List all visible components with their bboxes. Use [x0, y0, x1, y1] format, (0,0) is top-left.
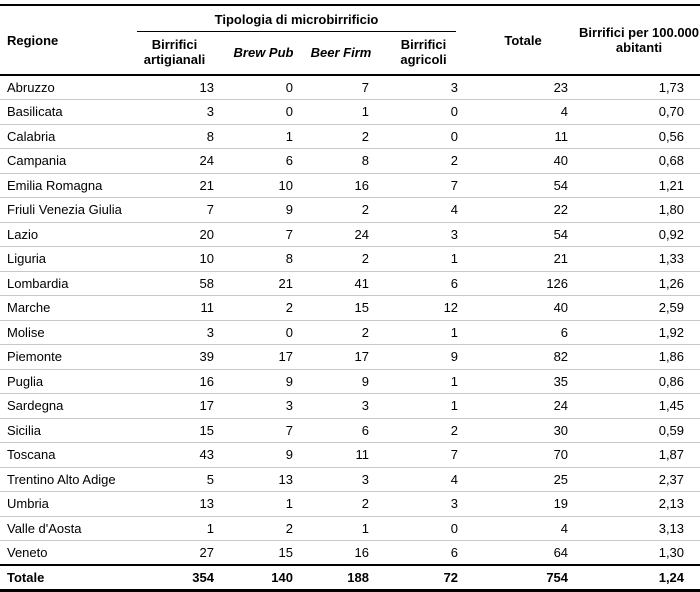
value-cell: 0 — [285, 80, 293, 95]
value-cell: 9 — [285, 373, 293, 389]
table-row — [0, 369, 700, 394]
table-row — [0, 320, 700, 345]
value-cell: 8 — [285, 251, 293, 267]
value-cell: 4 — [450, 202, 459, 218]
region-cell: Molise — [7, 324, 45, 340]
region-cell: Campania — [7, 153, 67, 169]
value-cell: 1 — [450, 398, 459, 414]
value-cell: 1,45 — [658, 398, 685, 414]
value-cell: 21 — [199, 177, 214, 193]
value-cell: 9 — [450, 349, 459, 365]
table-row — [0, 541, 700, 566]
value-cell: 11 — [554, 128, 569, 144]
value-cell: 10 — [278, 177, 293, 193]
table-row — [0, 198, 700, 223]
value-cell: 41 — [354, 275, 369, 291]
value-cell: 2 — [285, 300, 293, 316]
value-cell: 6 — [361, 422, 369, 438]
value-cell: 9 — [285, 202, 293, 218]
value-cell: 1,87 — [658, 447, 685, 463]
value-cell: 2 — [361, 251, 369, 267]
totals-brew-pub: 140 — [271, 569, 293, 585]
table-row — [0, 271, 700, 296]
value-cell: 4 — [560, 520, 569, 536]
value-cell: 24 — [199, 153, 214, 169]
value-cell: 6 — [450, 275, 459, 291]
value-cell: 1,33 — [658, 251, 685, 267]
value-cell: 3,13 — [658, 520, 685, 536]
value-cell: 3 — [450, 496, 459, 512]
table-row — [0, 394, 700, 419]
table-body — [0, 75, 700, 565]
value-cell: 2 — [361, 324, 369, 340]
value-cell: 3 — [206, 324, 214, 340]
value-cell: 0 — [285, 324, 293, 340]
value-cell: 3 — [361, 398, 369, 414]
value-cell: 3 — [285, 398, 293, 414]
value-cell: 1 — [285, 128, 293, 144]
value-cell: 0,70 — [658, 104, 685, 120]
value-cell: 15 — [199, 422, 214, 438]
value-cell: 7 — [206, 202, 214, 218]
region-cell: Sardegna — [7, 398, 64, 414]
table-header — [0, 5, 700, 75]
value-cell: 2 — [361, 202, 369, 218]
value-cell: 40 — [553, 153, 569, 169]
value-cell: 0 — [450, 104, 459, 120]
value-cell: 0 — [450, 128, 459, 144]
region-cell: Toscana — [7, 447, 56, 463]
region-cell: Basilicata — [7, 104, 63, 120]
column-header-birrifici-artigianali: Birrifici artigianali — [143, 37, 206, 67]
table-row — [0, 124, 700, 149]
table-footer — [0, 565, 700, 590]
region-cell: Emilia Romagna — [7, 177, 103, 193]
value-cell: 7 — [450, 447, 459, 463]
value-cell: 1,73 — [658, 80, 685, 95]
value-cell: 126 — [546, 275, 569, 291]
table-row — [0, 247, 700, 272]
value-cell: 1,80 — [658, 202, 685, 218]
value-cell: 2 — [361, 128, 369, 144]
totals-label: Totale — [7, 569, 45, 585]
value-cell: 30 — [553, 422, 569, 438]
value-cell: 2 — [450, 422, 459, 438]
value-cell: 21 — [553, 251, 569, 267]
column-group-tipologia — [125, 5, 468, 32]
value-cell: 7 — [285, 422, 293, 438]
totals-beer-firm: 188 — [347, 569, 369, 585]
value-cell: 4 — [560, 104, 569, 120]
value-cell: 24 — [354, 226, 369, 242]
region-cell: Marche — [7, 300, 51, 316]
region-cell: Lazio — [7, 226, 39, 242]
value-cell: 40 — [553, 300, 569, 316]
value-cell: 6 — [450, 545, 459, 560]
value-cell: 2,37 — [658, 471, 685, 487]
table-row — [0, 173, 700, 198]
table-row — [0, 418, 700, 443]
column-header-brew-pub: Brew Pub — [233, 44, 294, 60]
value-cell: 1,21 — [658, 177, 685, 193]
region-cell: Calabria — [7, 128, 56, 144]
value-cell: 13 — [199, 496, 214, 512]
value-cell: 1 — [450, 373, 459, 389]
table-row — [0, 345, 700, 370]
value-cell: 70 — [553, 447, 569, 463]
column-header-beer-firm: Beer Firm — [310, 44, 372, 60]
value-cell: 25 — [553, 471, 569, 487]
header-row-group — [0, 5, 700, 32]
value-cell: 3 — [361, 471, 369, 487]
totals-agricoli: 72 — [443, 569, 459, 585]
region-cell: Trentino Alto Adige — [7, 471, 116, 487]
table-row — [0, 100, 700, 125]
value-cell: 22 — [553, 202, 569, 218]
column-header-regione: Regione — [7, 32, 59, 48]
table-row — [0, 443, 700, 468]
value-cell: 0 — [285, 104, 293, 120]
value-cell: 0,56 — [658, 128, 685, 144]
value-cell: 5 — [206, 471, 214, 487]
value-cell: 3 — [450, 80, 459, 95]
value-cell: 6 — [560, 324, 569, 340]
totals-artigianali: 354 — [192, 569, 214, 585]
value-cell: 4 — [450, 471, 459, 487]
column-group-tipologia-label: Tipologia di microbirrificio — [137, 6, 456, 32]
region-cell: Abruzzo — [7, 80, 55, 95]
value-cell: 9 — [361, 373, 369, 389]
table-row — [0, 296, 700, 321]
value-cell: 1,26 — [658, 275, 685, 291]
value-cell: 1 — [285, 496, 293, 512]
value-cell: 13 — [278, 471, 293, 487]
column-header-totale: Totale — [504, 32, 542, 48]
value-cell: 3 — [206, 104, 214, 120]
table-row — [0, 516, 700, 541]
value-cell: 1,92 — [658, 324, 685, 340]
value-cell: 54 — [553, 226, 569, 242]
region-cell: Liguria — [7, 251, 47, 267]
value-cell: 3 — [450, 226, 459, 242]
value-cell: 43 — [199, 447, 214, 463]
value-cell: 2,59 — [658, 300, 685, 316]
value-cell: 9 — [285, 447, 293, 463]
value-cell: 1 — [361, 520, 369, 536]
value-cell: 12 — [443, 300, 459, 316]
value-cell: 27 — [199, 545, 214, 560]
value-cell: 11 — [355, 447, 369, 463]
totals-per-capita: 1,24 — [658, 569, 685, 585]
value-cell: 8 — [361, 153, 369, 169]
value-cell: 16 — [199, 373, 214, 389]
value-cell: 1,86 — [658, 349, 685, 365]
region-cell: Puglia — [7, 373, 44, 389]
value-cell: 1 — [450, 251, 459, 267]
value-cell: 82 — [553, 349, 569, 365]
value-cell: 1 — [361, 104, 369, 120]
value-cell: 20 — [199, 226, 214, 242]
value-cell: 7 — [285, 226, 293, 242]
value-cell: 0,86 — [658, 373, 685, 389]
value-cell: 2 — [450, 153, 459, 169]
value-cell: 13 — [199, 80, 214, 95]
table-row — [0, 222, 700, 247]
region-cell: Valle d'Aosta — [7, 520, 82, 536]
value-cell: 10 — [199, 251, 214, 267]
value-cell: 64 — [553, 545, 569, 560]
region-cell: Sicilia — [7, 422, 41, 438]
region-cell: Friuli Venezia Giulia — [7, 202, 122, 218]
value-cell: 23 — [553, 80, 569, 95]
region-cell: Umbria — [7, 496, 49, 512]
table-row — [0, 75, 700, 100]
value-cell: 17 — [199, 398, 214, 414]
value-cell: 8 — [206, 128, 214, 144]
region-cell: Veneto — [7, 545, 48, 560]
region-cell: Piemonte — [7, 349, 62, 365]
value-cell: 0,92 — [658, 226, 685, 242]
region-cell: Lombardia — [7, 275, 69, 291]
value-cell: 0,59 — [658, 422, 685, 438]
value-cell: 39 — [199, 349, 214, 365]
value-cell: 16 — [354, 177, 369, 193]
table-row — [0, 149, 700, 174]
value-cell: 24 — [553, 398, 569, 414]
value-cell: 1 — [450, 324, 459, 340]
column-header-birrifici-agricoli: Birrifici agricoli — [400, 37, 447, 67]
value-cell: 6 — [285, 153, 293, 169]
value-cell: 11 — [200, 300, 214, 316]
value-cell: 21 — [278, 275, 293, 291]
value-cell: 16 — [354, 545, 369, 560]
value-cell: 0 — [450, 520, 459, 536]
totals-totale: 754 — [546, 569, 569, 585]
value-cell: 0,68 — [658, 153, 685, 169]
table-row — [0, 467, 700, 492]
column-header-per-capita: Birrifici per 100.000 abitanti — [579, 25, 700, 55]
value-cell: 15 — [354, 300, 369, 316]
value-cell: 17 — [354, 349, 369, 365]
value-cell: 2 — [361, 496, 369, 512]
value-cell: 54 — [553, 177, 569, 193]
value-cell: 1,30 — [658, 545, 685, 560]
value-cell: 19 — [553, 496, 569, 512]
value-cell: 35 — [553, 373, 569, 389]
microbrewery-table — [0, 4, 700, 592]
totals-row — [0, 565, 700, 590]
value-cell: 7 — [450, 177, 459, 193]
value-cell: 7 — [361, 80, 369, 95]
value-cell: 58 — [199, 275, 214, 291]
value-cell: 15 — [278, 545, 293, 560]
value-cell: 2,13 — [658, 496, 685, 512]
value-cell: 17 — [278, 349, 293, 365]
value-cell: 1 — [206, 520, 214, 536]
value-cell: 2 — [285, 520, 293, 536]
table-row — [0, 492, 700, 517]
